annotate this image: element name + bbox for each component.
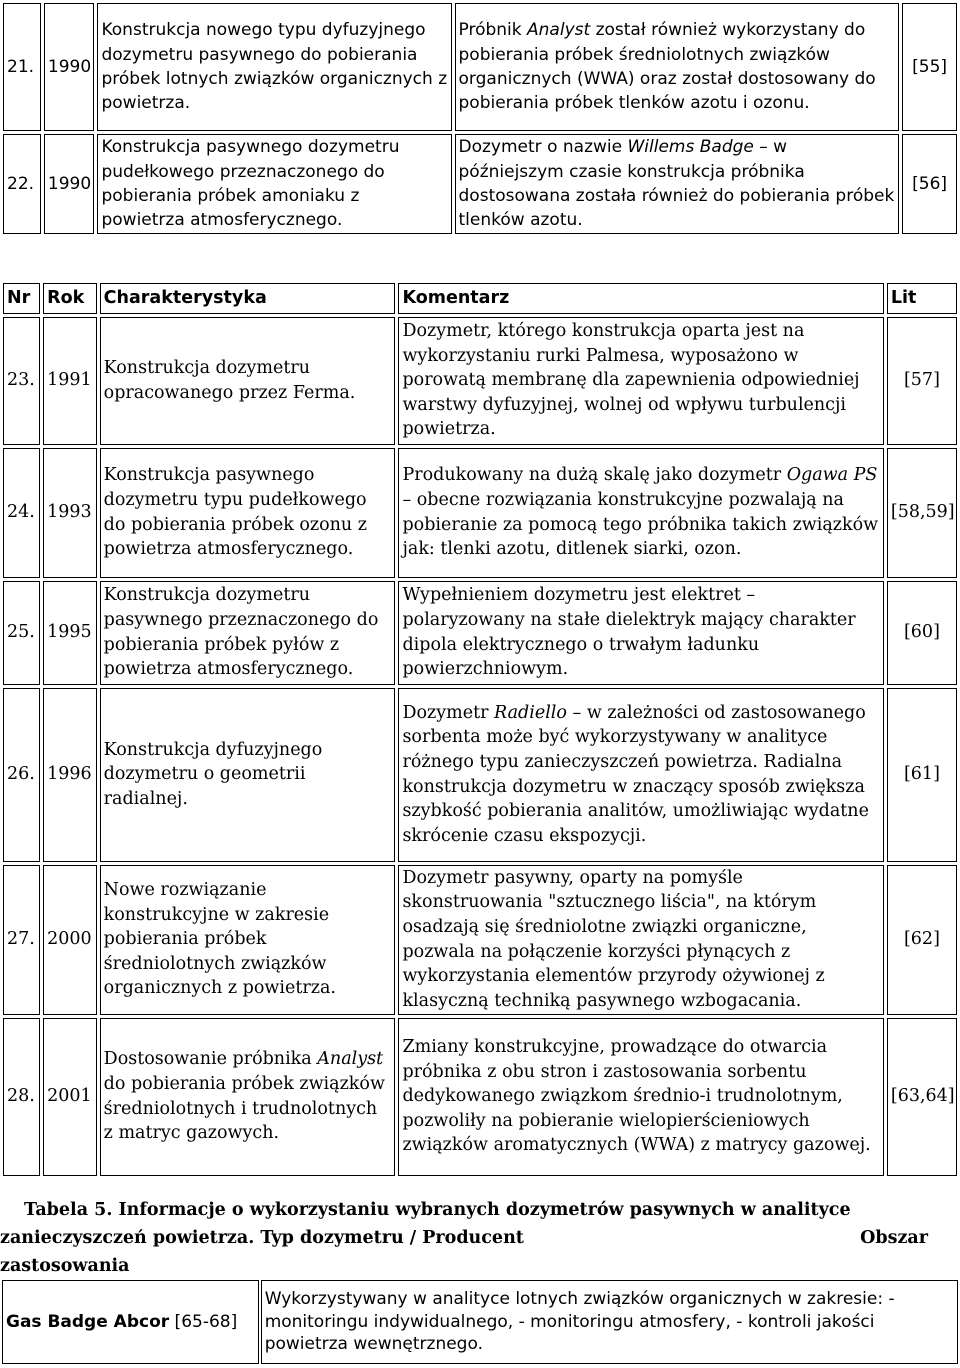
row-comment: Próbnik Analyst został również wykorzystany do pobierania próbek średniolotnych związków organicznych (WWA) oraz został dostosowany do pobierania próbek tlenków azotu i ozonu. [455, 3, 900, 131]
row-nr: 23. [3, 317, 40, 445]
row-reference: [55] [902, 3, 957, 131]
row-reference: [58,59] [887, 448, 957, 578]
caption-line-3: zastosowania [0, 1256, 130, 1276]
row-reference: [60] [887, 581, 957, 685]
dosimeter-ref: [65-68] [169, 1311, 238, 1332]
row-comment: Zmiany konstrukcyjne, prowadzące do otwarcia próbnika z obu stron i zastosowania sorbentu dedykowanego związkom średnio-i trudnolotnym, pozwoliły na pobieranie wielopierścieniowych związków aromatycznych (WWA) z matrycy gazowej. [398, 1018, 883, 1176]
row-characteristic: Dostosowanie próbnika Analyst do pobierania próbek związków średniolotnych i trudnolotnych z matryc gazowych. [100, 1018, 396, 1176]
dosimeter-name: Gas Badge Abcor [6, 1311, 170, 1332]
row-characteristic: Konstrukcja pasywnego dozymetru pudełkowego przeznaczonego do pobierania próbek amoniaku z powietrza atmosferycznego. [97, 134, 451, 234]
header-comment: Komentarz [398, 283, 883, 314]
row-year: 1991 [43, 317, 97, 445]
row-year: 1990 [44, 3, 95, 131]
row-comment: Dozymetr o nazwie Willems Badge – w późniejszym czasie konstrukcja próbnika dostosowana została również do pobierania próbek tlenków azotu. [455, 134, 900, 234]
row-comment: Dozymetr Radiello – w zależności od zastosowanego sorbenta może być wykorzystywany w analityce różnego typu zanieczyszczeń powietrza. Radialna konstrukcja dozymetru w znaczący sposób zwiększa szybkość pobierania analitów, umożliwiając wydatne skrócenie czasu ekspozycji. [398, 688, 883, 862]
header-reference: Lit [887, 283, 957, 314]
caption-line-1: Tabela 5. Informacje o wykorzystaniu wybranych dozymetrów pasywnych w analityce [24, 1200, 851, 1220]
row-comment: Dozymetr pasywny, oparty na pomyśle skonstruowania "sztucznego liścia", na którym osadzają się średniolotne związki organiczne, pozwala na połączenie korzyści płynących z wykorzystania elementów przyrody ożywionej z klasyczną techniką pasywnego wzbogacania. [398, 865, 883, 1015]
row-reference: [62] [887, 865, 957, 1015]
row-nr: 27. [3, 865, 40, 1015]
row-nr: 24. [3, 448, 40, 578]
row-year: 2001 [43, 1018, 97, 1176]
row-characteristic: Konstrukcja nowego typu dyfuzyjnego dozymetru pasywnego do pobierania próbek lotnych związków organicznych z powietrza. [97, 3, 451, 131]
row-characteristic: Konstrukcja dozymetru pasywnego przeznaczonego do pobierania próbek pyłów z powietrza atmosferycznego. [100, 581, 396, 685]
table-header-row [3, 283, 957, 314]
row-nr: 22. [3, 134, 41, 234]
dosimeter-usage-table [0, 1278, 960, 1366]
row-characteristic: Konstrukcja dozymetru opracowanego przez Ferma. [100, 317, 396, 445]
row-reference: [57] [887, 317, 957, 445]
caption-line-2 [0, 1224, 960, 1252]
header-year: Rok [43, 283, 97, 314]
dosimeter-type [2, 1280, 259, 1364]
table-row [2, 1280, 958, 1364]
row-nr: 28. [3, 1018, 40, 1176]
caption-left: zanieczyszczeń powietrza. Typ dozymetru / Producent [0, 1228, 524, 1248]
top-table-fragment [0, 0, 960, 237]
table-row [3, 865, 957, 1015]
row-characteristic: Nowe rozwiązanie konstrukcyjne w zakresie pobierania próbek średniolotnych związków organicznych z powietrza. [100, 865, 396, 1015]
table-row [3, 688, 957, 862]
row-reference: [61] [887, 688, 957, 862]
row-year: 2000 [43, 865, 97, 1015]
row-characteristic: Konstrukcja pasywnego dozymetru typu pudełkowego do pobierania próbek ozonu z powietrza atmosferycznego. [100, 448, 396, 578]
header-characteristic: Charakterystyka [100, 283, 396, 314]
table-caption [0, 1196, 960, 1280]
row-nr: 26. [3, 688, 40, 862]
row-year: 1996 [43, 688, 97, 862]
dosimeter-application: Wykorzystywany w analityce lotnych związków organicznych w zakresie: - monitoringu indywidualnego, - monitoringu atmosfery, - kontroli jakości powietrza wewnętrznego. [261, 1280, 958, 1364]
table-row [3, 134, 957, 234]
row-comment: Wypełnieniem dozymetru jest elektret – polaryzowany na stałe dielektryk mający charakter dipola elektrycznego o trwałym ładunku powierzchniowym. [398, 581, 883, 685]
table-row [3, 448, 957, 578]
table-row [3, 3, 957, 131]
row-year: 1990 [44, 134, 95, 234]
row-year: 1995 [43, 581, 97, 685]
row-reference: [56] [902, 134, 957, 234]
table-row [3, 1018, 957, 1176]
row-comment: Dozymetr, którego konstrukcja oparta jest na wykorzystaniu rurki Palmesa, wyposażono w porowatą membranę dla zapewnienia odpowiedniej warstwy dyfuzyjnej, wolnej od wpływu turbulencji powietrza. [398, 317, 883, 445]
row-comment: Produkowany na dużą skalę jako dozymetr Ogawa PS – obecne rozwiązania konstrukcyjne pozwalają na pobieranie za pomocą tego próbnika takich związków jak: tlenki azotu, ditlenek siarki, ozon. [398, 448, 883, 578]
row-reference: [63,64] [887, 1018, 957, 1176]
row-nr: 25. [3, 581, 40, 685]
table-row [3, 581, 957, 685]
caption-right: Obszar [860, 1228, 928, 1248]
row-year: 1993 [43, 448, 97, 578]
row-nr: 21. [3, 3, 41, 131]
dosimeter-table [0, 280, 960, 1179]
table-row [3, 317, 957, 445]
header-nr: Nr [3, 283, 40, 314]
row-characteristic: Konstrukcja dyfuzyjnego dozymetru o geometrii radialnej. [100, 688, 396, 862]
